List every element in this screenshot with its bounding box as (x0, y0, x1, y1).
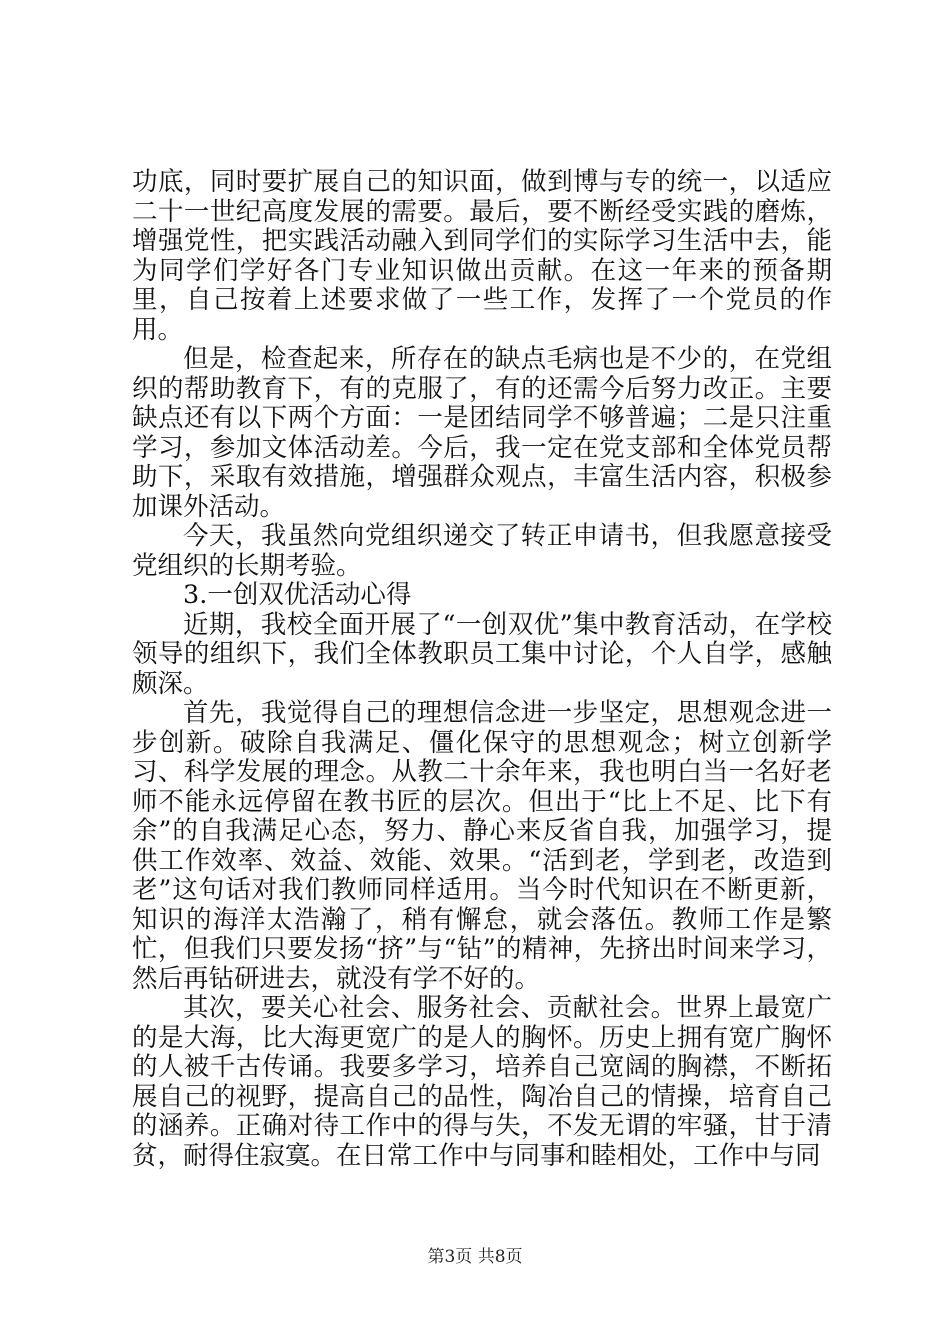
paragraph-second: 其次，要关心社会、服务社会、贡献社会。世界上最宽广的是大海，比大海更宽广的是人的胸怀。历史上拥有宽广胸怀的人被千古传诵。我要多学习，培养自己宽阔的胸襟，不断拓展自己的视野，提高自己的品性，陶冶自己的情操，培育自己的涵养。正确对待工作中的得与失，不发无谓的牢骚，甘于清贫，耐得住寂寞。在日常工作中与同事和睦相处，工作中与同 (132, 993, 832, 1171)
paragraph-application: 今天，我虽然向党组织递交了转正申请书，但我愿意接受党组织的长期考验。 (132, 521, 832, 581)
page-footer: 第3页 共8页 (427, 1247, 523, 1267)
section-heading: 3.一创双优活动心得 (183, 580, 412, 610)
document-body (132, 168, 832, 1171)
paragraph-continuation: 功底，同时要扩展自己的知识面，做到博与专的统一，以适应二十一世纪高度发展的需要。最后，要不断经受实践的磨炼，增强党性，把实践活动融入到同学们的实际学习生活中去，能为同学们学好各门专业知识做出贡献。在这一年来的预备期里，自己按着上述要求做了一些工作，发挥了一个党员的作用。 (132, 167, 832, 345)
paragraph-shortcomings: 但是，检查起来，所存在的缺点毛病也是不少的，在党组织的帮助教育下，有的克服了，有的还需今后努力改正。主要缺点还有以下两个方面：一是团结同学不够普遍；二是只注重学习，参加文体活动差。今后，我一定在党支部和全体党员帮助下，采取有效措施，增强群众观点，丰富生活内容，积极参加课外活动。 (132, 344, 832, 522)
paragraph-first: 首先，我觉得自己的理想信念进一步坚定，思想观念进一步创新。破除自我满足、僵化保守的思想观念；树立创新学习、科学发展的理念。从教二十余年来，我也明白当一名好老师不能永远停留在教书匠的层次。但出于“比上不足、比下有余”的自我满足心态，努力、静心来反省自我，加强学习，提供工作效率、效益、效能、效果。“活到老，学到老，改造到老”这句话对我们教师同样适用。当今时代知识在不断更新，知识的海洋太浩瀚了，稍有懈怠，就会落伍。教师工作是繁忙，但我们只要发扬“挤”与“钻”的精神，先挤出时间来学习，然后再钻研进去，就没有学不好的。 (132, 698, 832, 994)
paragraph-intro: 近期，我校全面开展了“一创双优”集中教育活动，在学校领导的组织下，我们全体教职员工集中讨论，个人自学，感触颇深。 (132, 609, 832, 699)
